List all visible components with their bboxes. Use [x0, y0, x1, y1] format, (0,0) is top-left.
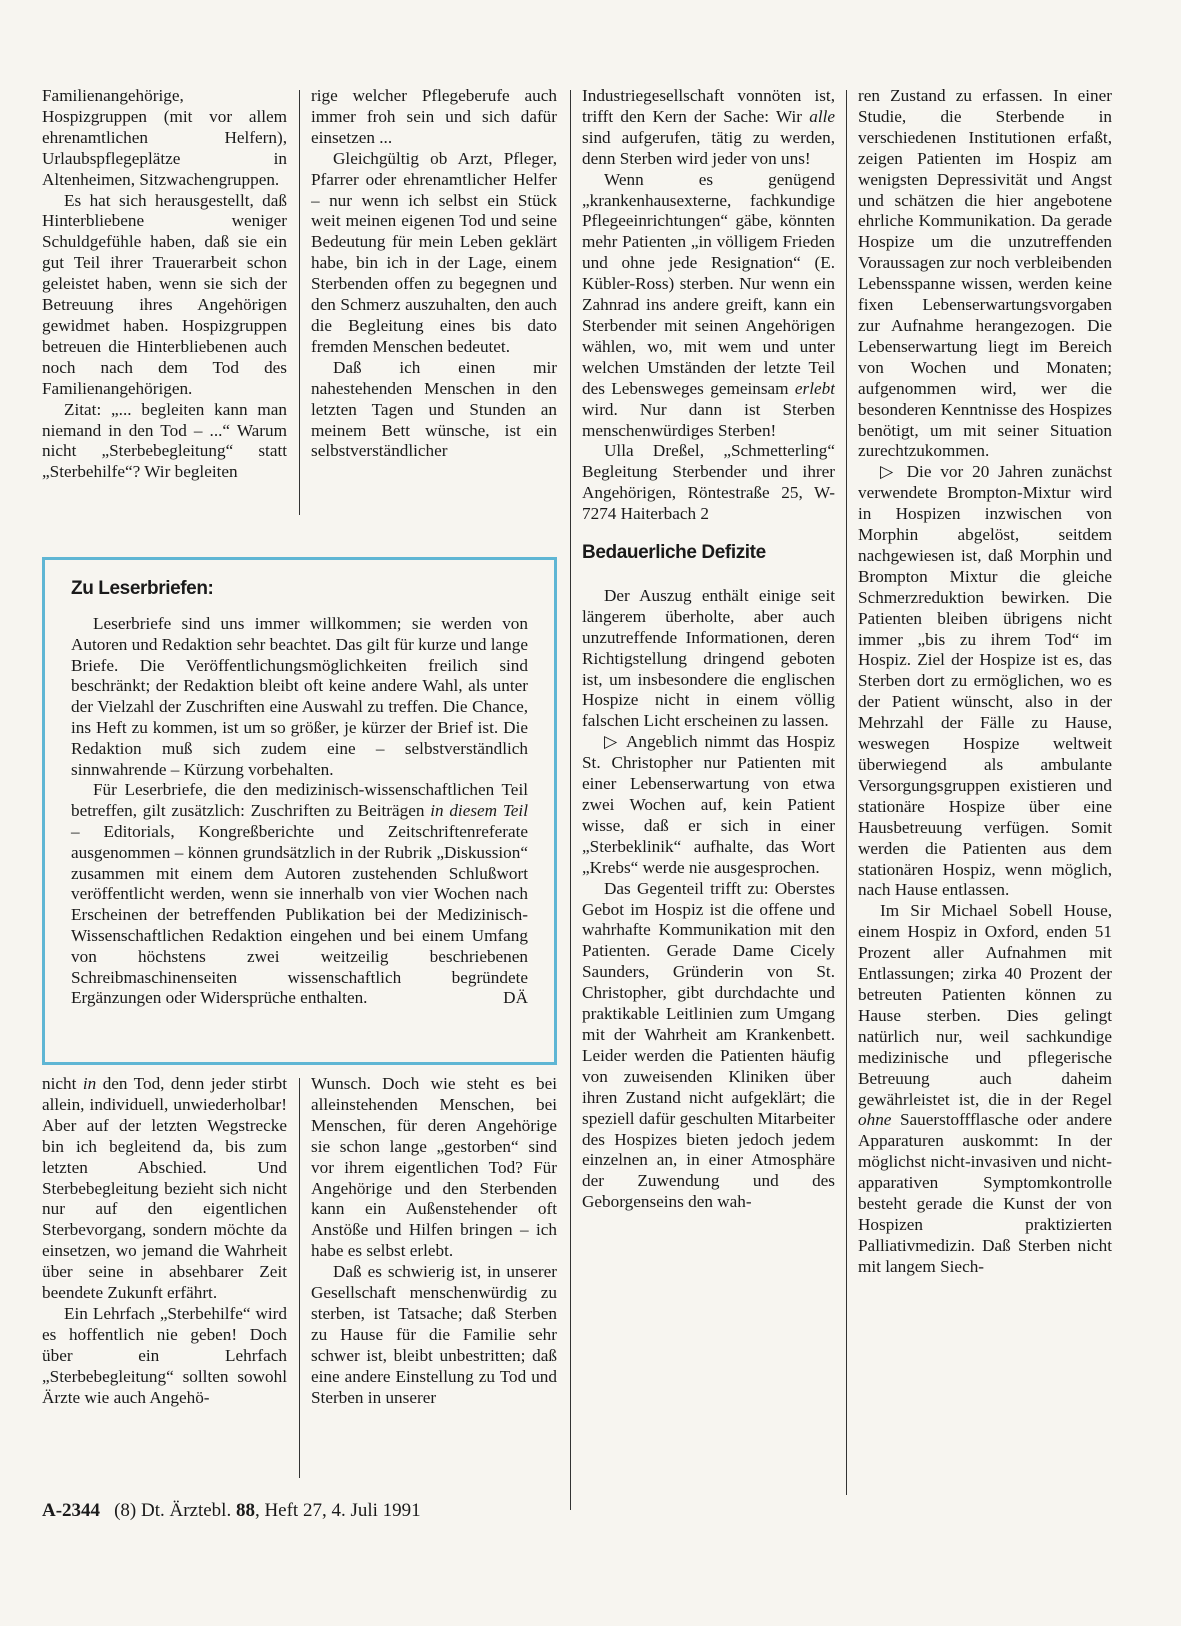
paragraph: Im Sir Michael Sobell House, einem Hospiz in Oxford, enden 51 Prozent aller Aufnahmen mit Entlassungen; zirka 40 Prozent der betreuten Patienten können zu Hause sterben. Dies gelingt natürlich nur, weil sachkundige medizinische und pflegerische Betreuung auch daheim gewährleistet ist, die in der Regel ohne Sauerstoffflasche oder andere Apparaturen auskommt: In der möglichst nicht-invasiven und nicht-apparativen Symptomkontrolle besteht gerade die Kunst der von Hospizen praktizierten Palliativmedizin. Daß Sterben nicht mit langem Siech-: [858, 901, 1112, 1276]
section-heading: Bedauerliche Defizite: [582, 542, 766, 564]
author-signature: Ulla Dreßel, „Schmetterling“ Begleitung Sterbender und ihrer Angehörigen, Röntestraße 25, W-7274 Haiterbach 2: [582, 441, 835, 524]
paragraph: Das Gegenteil trifft zu: Oberstes Gebot im Hospiz ist die offene und wahrhafte Kommunikation mit den Patienten. Gerade Dame Cicely Saunders, Gründerin von St. Christopher, gibt durchdachte und praktikable Leitlinien zum Umgang mit der Wahrheit am Krankenbett. Leider werden die Patienten häufig von zuweisenden Kliniken über ihren Zustand nicht aufgeklärt; die speziell dafür geschulten Mitarbeiter des Hospizes bieten jedoch jedem einzelnen an, in einer Atmosphäre der Zuwendung und des Geborgenseins den wah-: [582, 878, 835, 1212]
box-paragraph: Für Leserbriefe, die den medizinisch-wissenschaftlichen Teil betreffen, gilt zusätzlich: Zuschriften zu Beiträgen in diesem Teil – Editorials, Kongreßberichte und Zeitschriftenreferate ausgenommen – können grundsätzlich in der Rubrik „Diskussion“ zusammen mit einem dem Autoren zustehenden Schlußwort veröffentlicht werden, wenn sie innerhalb von vier Wochen nach Erscheinen der betreffenden Publikation bei der Medizinisch-Wissenschaftlichen Redaktion eingehen und bei einem Umfang von höchstens zwei weitzeilig beschriebenen Schreibmaschinenseiten wissenschaftlich begründete Ergänzungen oder Widersprüche enthalten. DÄ: [71, 780, 528, 1008]
journal-name: (8) Dt. Ärztebl.: [114, 1500, 232, 1521]
paragraph: Industriegesellschaft vonnöten ist, trifft den Kern der Sache: Wir alle sind aufgerufen, tätig zu werden, denn Sterben wird jeder von uns!: [582, 86, 835, 168]
volume-number: 88: [235, 1500, 255, 1521]
column-3: [582, 86, 835, 1491]
paragraph: Daß es schwierig ist, in unserer Gesellschaft menschenwürdig zu sterben, ist Tatsache; daß Sterben zu Hause für die Familie sehr schwer ist, bleibt unbestritten; daß eine andere Einstellung zu Tod und Sterben in unserer: [311, 1262, 557, 1407]
paragraph: Daß ich einen mir nahestehenden Menschen in den letzten Tagen und Stunden an meinem Bett wünsche, ist ein selbstverständlicher: [311, 357, 557, 461]
paragraph: Gleichgültig ob Arzt, Pfleger, Pfarrer oder ehrenamtlicher Helfer – nur wenn ich selbst ein Stück weit meinen eigenen Tod und seine Bedeutung für mein Leben geklärt habe, bin ich in der Lage, einem Sterbenden offen zu begegnen und den Schmerz auszuhalten, den auch die Begleitung eines bis dato fremden Menschen bedeutet.: [311, 148, 557, 356]
page-number: A-2344: [42, 1500, 101, 1521]
paragraph: Zitat: „... begleiten kann man niemand in den Tod – ...“ Warum nicht „Sterbebegleitung“ statt „Sterbehilfe“? Wir begleiten: [42, 399, 287, 482]
issue-date: , Heft 27, 4. Juli 1991: [254, 1500, 421, 1521]
column-rule: [570, 90, 571, 1510]
column-2-top: [311, 86, 557, 536]
paragraph: Der Auszug enthält einige seit längerem überholte, aber auch unzutreffende Informationen, deren Richtigstellung dringend geboten ist, um insbesondere die englischen Hospize nicht in einem völlig falschen Licht erscheinen zu lassen.: [582, 585, 835, 731]
column-2-bottom: [311, 1074, 557, 1494]
box-paragraph: Leserbriefe sind uns immer willkommen; sie werden von Autoren und Redaktion sehr beachtet. Das gilt für kurze und lange Briefe. Die Veröffentlichungsmöglichkeiten freilich sind beschränkt; der Redaktion bleibt oft keine andere Wahl, als unter der Vielzahl der Zuschriften eine Auswahl zu treffen. Die Chance, ins Heft zu kommen, ist um so größer, je kürzer der Brief ist. Die Redaktion muß sich zudem eine – selbstverständlich sinnwahrende – Kürzung vorbehalten.: [71, 614, 528, 779]
column-4: [858, 86, 1112, 1491]
paragraph: Ein Lehrfach „Sterbehilfe“ wird es hoffentlich nie geben! Doch über ein Lehrfach „Sterbebegleitung“ sollten sowohl Ärzte wie auch Angehö-: [42, 1303, 287, 1407]
column-rule: [299, 1078, 300, 1478]
paragraph: rige welcher Pflegeberufe auch immer froh sein und sich dafür einsetzen ...: [311, 86, 557, 147]
page-footer: [42, 1500, 421, 1522]
paragraph: Familienangehörige, Hospizgruppen (mit vor allem ehrenamtlichen Helfern), Urlaubspflegeplätze in Altenheimen, Sitzwachengruppen.: [42, 86, 287, 189]
column-rule: [299, 90, 300, 515]
reader-letters-box: [42, 557, 557, 1065]
paragraph: ▷ Angeblich nimmt das Hospiz St. Christopher nur Patienten mit einer Lebenserwartung von etwa zwei Wochen auf, kein Patient wisse, daß er sich in einer „Sterbeklinik“ aufhalte, das Wort „Krebs“ werde nie ausgesprochen.: [582, 732, 835, 877]
paragraph: Es hat sich herausgestellt, daß Hinterbliebene weniger Schuldgefühle haben, daß sie ein gut Teil ihrer Trauerarbeit schon geleistet haben, wenn sie sich der Betreuung ihres Angehörigen gewidmet haben. Hospizgruppen betreuen die Hinterbliebenen auch noch nach dem Tod des Familienangehörigen.: [42, 190, 287, 398]
column-1-bottom: [42, 1074, 287, 1494]
box-title: Zu Leserbriefen:: [71, 578, 214, 599]
column-1-top: [42, 86, 287, 536]
paragraph: Wunsch. Doch wie steht es bei alleinstehenden Menschen, bei Menschen, für deren Angehörige sie schon lange „gestorben“ sind vor ihrem eigentlichen Tod? Für Angehörige und den Sterbenden kann ein Außenstehender oft Anstöße und Hilfen bringen – ich habe es selbst erlebt.: [311, 1074, 557, 1261]
paragraph: ▷ Die vor 20 Jahren zunächst verwendete Brompton-Mixtur wird in Hospizen inzwischen von Morphin abgelöst, seitdem nachgewiesen ist, daß Morphin und Brompton Mixtur die gleiche Schmerzreduktion bewirken. Die Patienten bleiben übrigens nicht immer „bis zu ihrem Tod“ im Hospiz. Ziel der Hospize ist es, das Sterben dort zu ermöglichen, wo es der Patient wünscht, also in der Mehrzahl der Fälle zu Hause, weswegen Hospize weltweit überwiegend als ambulante Versorgungsgruppen existieren und stationäre Hospize über eine Hausbetreuung verfügen. Somit werden die Patienten aus dem stationären Hospiz, wenn möglich, nach Hause entlassen.: [858, 462, 1112, 900]
box-signature: DÄ: [503, 988, 528, 1008]
column-rule: [846, 90, 847, 1495]
paragraph: nicht in den Tod, denn jeder stirbt allein, individuell, unwiederholbar! Aber auf der letzten Wegstrecke bin ich begleitend da, bis zum letzten Abschied. Und Sterbebegleitung bezieht sich nicht nur auf den eigentlichen Sterbevorgang, sondern möchte da einsetzen, wo jemand die Wahrheit über seine in absehbarer Zeit beendete Zukunft erfährt.: [42, 1074, 287, 1303]
paragraph: ren Zustand zu erfassen. In einer Studie, die Sterbende in verschiedenen Institutionen erfaßt, zeigen Patienten im Hospiz am wenigsten Depressivität und Angst und schätzen die hier angebotene ehrliche Kommunikation. Da gerade Hospize um die unzutreffenden Voraussagen zur noch verbleibenden Lebensspanne wissen, werden keine fixen Lebenserwartungsvorgaben zur Aufnahme herangezogen. Die Lebenserwartung liegt im Bereich von Wochen und Monaten; aufgenommen wird, wer die besonderen Kenntnisse des Hospizes benötigt, um mit seiner Situation zurechtzukommen.: [858, 86, 1112, 461]
paragraph: Wenn es genügend „krankenhausexterne, fachkundige Pflegeeinrichtungen“ gäbe, könnten mehr Patienten „in völligem Frieden und ohne jede Resignation“ (E. Kübler-Ross) sterben. Nur wenn ein Zahnrad ins andere greift, kann ein Sterbender mit seinen Angehörigen wählen, wo, mit wem und unter welchen Umständen der letzte Teil des Lebensweges gemeinsam erlebt wird. Nur dann ist Sterben menschenwürdiges Sterben!: [582, 169, 835, 440]
